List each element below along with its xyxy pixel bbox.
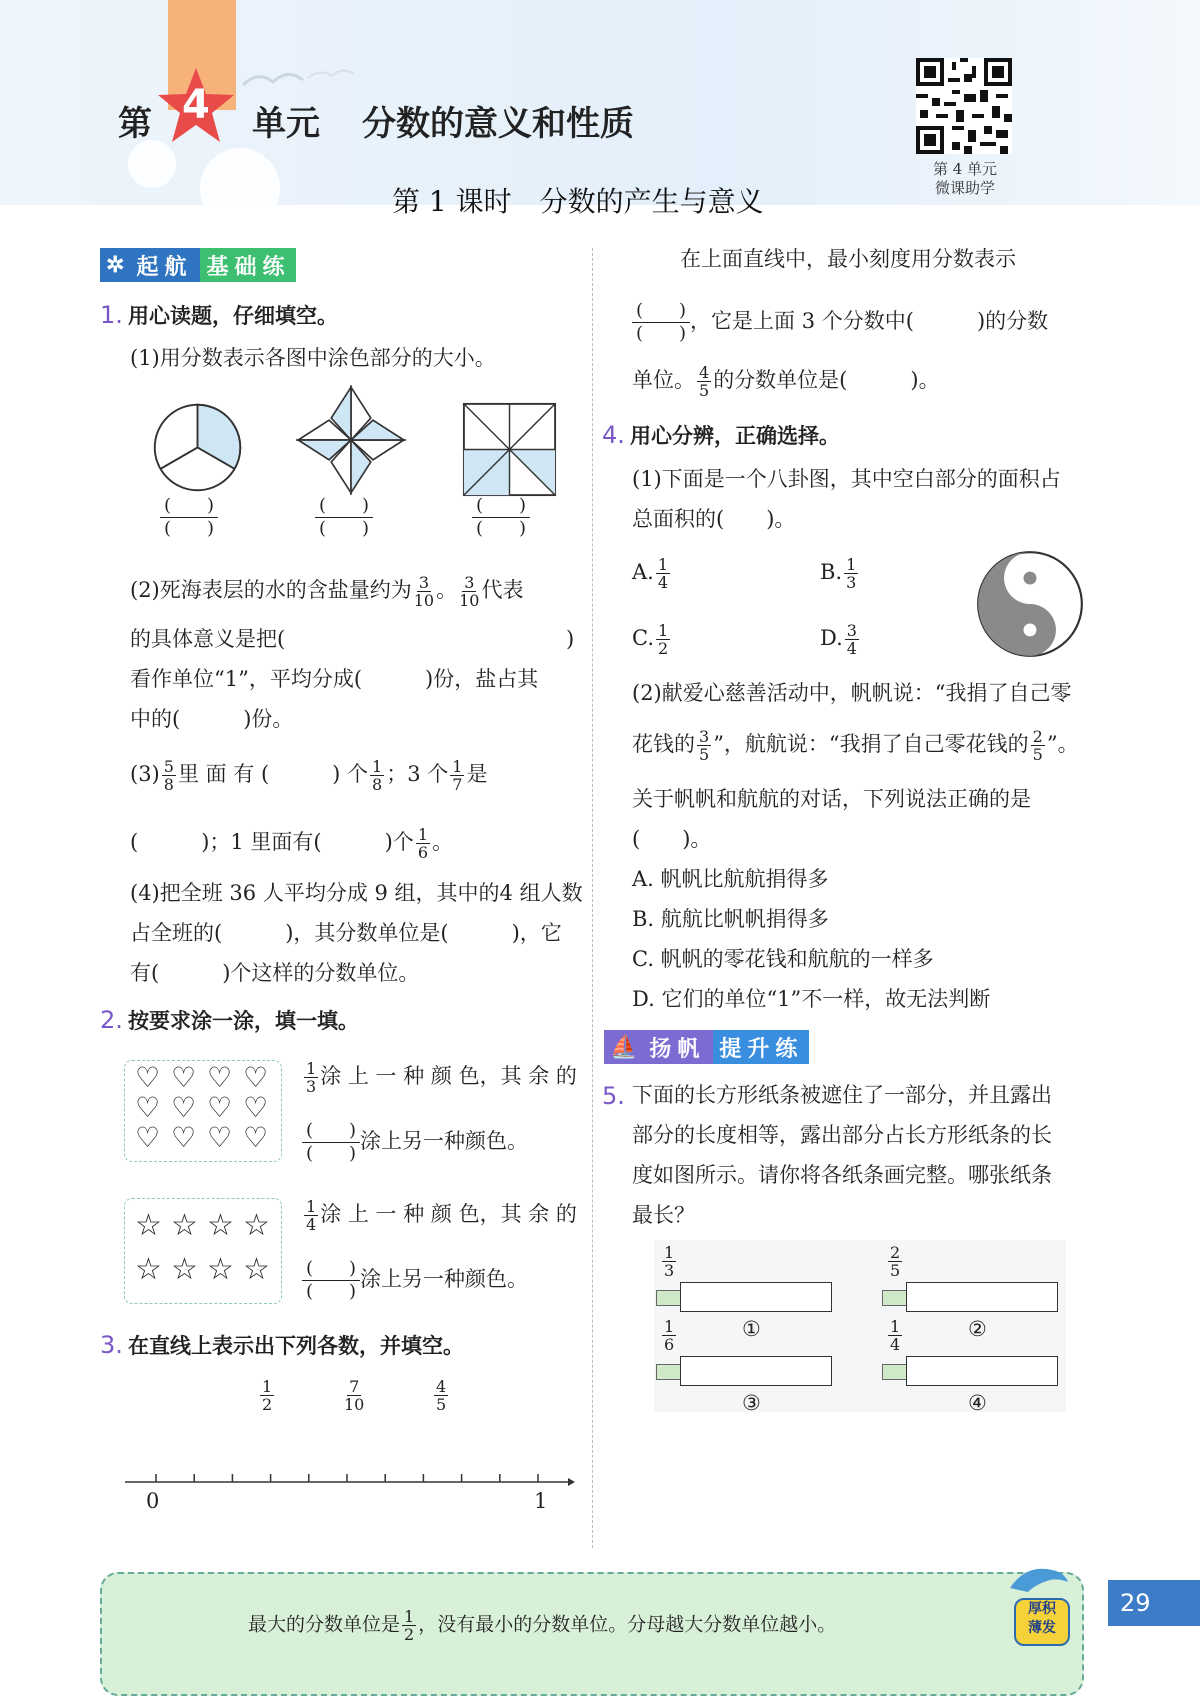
strip-exposed bbox=[656, 1364, 682, 1380]
heart-icon[interactable]: ♡ bbox=[171, 1091, 197, 1124]
answer-fraction[interactable]: ( ) ( ) bbox=[472, 495, 530, 540]
q2-hearts-line1: $\frac{1}{3}$ 涂 上 一 种 颜 色，其 余 的 bbox=[306, 1059, 577, 1096]
strip-cover[interactable] bbox=[680, 1356, 832, 1386]
question-head: 用心分辨，正确选择。 bbox=[630, 424, 840, 448]
heart-icon[interactable]: ♡ bbox=[171, 1121, 197, 1154]
q3-cont-line2: ( ) ( ) ，它是上面 3 个分数中( )的分数 bbox=[632, 300, 1048, 345]
fraction: $\frac{5}{8}$ bbox=[163, 757, 174, 794]
qr-caption-line1: 第 4 单元 bbox=[932, 160, 998, 178]
q4-part1-line1: (1)下面是一个八卦图，其中空白部分的面积占 bbox=[632, 467, 1061, 491]
pinwheel-figure bbox=[296, 385, 406, 495]
dolphin-icon bbox=[1006, 1560, 1072, 1596]
question-head: 按要求涂一涂，填一填。 bbox=[128, 1009, 359, 1033]
q4-option-b[interactable]: B. $\frac{1}{3}$ bbox=[820, 555, 857, 592]
q2-stars-line1: $\frac{1}{4}$ 涂 上 一 种 颜 色，其 余 的 bbox=[306, 1197, 577, 1234]
answer-fraction[interactable]: ( ) ( ) bbox=[302, 1120, 360, 1165]
q4-part1-line2: 总面积的( )。 bbox=[632, 507, 796, 531]
hearts-box[interactable] bbox=[124, 1060, 282, 1162]
fraction: $\frac{1}{7}$ bbox=[452, 757, 463, 794]
unit-title: 分数的意义和性质 bbox=[362, 104, 634, 144]
section-badge-a: 起航 bbox=[136, 253, 193, 280]
q1-heading bbox=[100, 300, 338, 330]
bracket-close: ) bbox=[566, 627, 575, 651]
strip-2-fraction: $\frac{2}{5}$ bbox=[890, 1243, 901, 1280]
choice-c[interactable]: C. 帆帆的零花钱和航航的一样多 bbox=[632, 947, 934, 971]
heart-icon[interactable]: ♡ bbox=[243, 1091, 269, 1124]
choice-a[interactable]: A. 帆帆比航航捐得多 bbox=[632, 867, 829, 891]
fraction: $\frac{4}{5}$ bbox=[699, 363, 710, 400]
question-number: 5. bbox=[602, 1082, 625, 1110]
decor-circle bbox=[200, 148, 280, 228]
answer-fraction[interactable]: ( ) ( ) bbox=[315, 495, 373, 540]
q3-heading bbox=[100, 1330, 464, 1360]
q4-part2-line4: ( )。 bbox=[632, 827, 712, 851]
q4-heading bbox=[602, 420, 840, 450]
fraction: $\frac{3}{10}$ bbox=[459, 573, 480, 610]
section-badge-advance bbox=[604, 1030, 809, 1064]
question-number: 4. bbox=[602, 421, 625, 449]
bird-icon bbox=[238, 60, 358, 100]
heart-icon[interactable]: ♡ bbox=[171, 1061, 197, 1094]
q3-frac-1: $\frac{1}{2}$ bbox=[262, 1377, 273, 1414]
q5-heading bbox=[602, 1082, 625, 1110]
q1-part1: (1)用分数表示各图中涂色部分的大小。 bbox=[130, 346, 496, 370]
unit-number: 4 bbox=[182, 82, 210, 128]
strip-label: ② bbox=[968, 1317, 987, 1341]
star-icon[interactable]: ☆ bbox=[243, 1252, 270, 1287]
section-badge-b: 基础练 bbox=[200, 248, 296, 282]
q4-part2-line3: 关于帆帆和航航的对话，下列说法正确的是 bbox=[632, 787, 1031, 811]
yin-yang-figure bbox=[976, 550, 1084, 658]
question-head: 在直线上表示出下列各数，并填空。 bbox=[128, 1334, 464, 1358]
q3-cont-line3: 单位。 $\frac{4}{5}$ 的分数单位是( )。 bbox=[632, 363, 940, 400]
number-line-zero: 0 bbox=[146, 1489, 160, 1513]
strip-label: ① bbox=[742, 1317, 761, 1341]
q1-part2-line3: 看作单位“1”，平均分成( )份，盐占其 bbox=[130, 667, 539, 691]
question-head: 用心读题，仔细填空。 bbox=[128, 304, 338, 328]
star-icon[interactable]: ☆ bbox=[135, 1208, 162, 1243]
q1-part2-line4: 中的( )份。 bbox=[130, 707, 294, 731]
sail-icon: ⛵ bbox=[610, 1034, 644, 1060]
q5-line4: 最长？ bbox=[632, 1203, 695, 1227]
heart-icon[interactable]: ♡ bbox=[135, 1121, 161, 1154]
section-badge-b: 提升练 bbox=[713, 1030, 809, 1064]
section-badge-basic bbox=[100, 248, 296, 282]
stars-box[interactable] bbox=[124, 1198, 282, 1304]
star-icon[interactable]: ☆ bbox=[243, 1208, 270, 1243]
fraction: $\frac{1}{3}$ bbox=[306, 1059, 317, 1096]
study-badge: 厚积 薄发 bbox=[1014, 1598, 1070, 1646]
tip-text: 最大的分数单位是 $\frac{1}{2}$ ，没有最小的分数单位。分母越大分数单位越小。 bbox=[248, 1607, 837, 1644]
fraction: $\frac{1}{6}$ bbox=[417, 825, 428, 862]
strip-exposed bbox=[882, 1364, 908, 1380]
column-divider bbox=[592, 248, 593, 1548]
helm-icon: ✲ bbox=[106, 252, 131, 278]
q1-part3-line1: (3) $\frac{5}{8}$ 里 面 有 ( ) 个 $\frac{1}{8}$ ；3 个 $\frac{1}{7}$ 是 bbox=[130, 757, 488, 794]
q1-part4-line2: 占全班的( )，其分数单位是( )，它 bbox=[130, 921, 562, 945]
q5-line1: 下面的长方形纸条被遮住了一部分，并且露出 bbox=[632, 1083, 1052, 1107]
lesson-title: 第 1 课时 分数的产生与意义 bbox=[392, 185, 764, 218]
q4-option-c[interactable]: C. $\frac{1}{2}$ bbox=[632, 621, 669, 658]
strip-1-fraction: $\frac{1}{3}$ bbox=[664, 1243, 675, 1280]
star-icon[interactable]: ☆ bbox=[171, 1208, 198, 1243]
square-figure bbox=[462, 402, 557, 497]
heart-icon[interactable]: ♡ bbox=[135, 1091, 161, 1124]
q2-stars-line2: ( ) ( ) 涂上另一种颜色。 bbox=[302, 1258, 528, 1303]
star-icon[interactable]: ☆ bbox=[135, 1252, 162, 1287]
strips-panel bbox=[654, 1240, 1066, 1412]
circle-figure bbox=[150, 400, 245, 495]
section-badge-a: 扬帆 bbox=[649, 1035, 706, 1062]
fraction: $\frac{3}{10}$ bbox=[413, 573, 435, 610]
strip-label: ③ bbox=[742, 1391, 761, 1415]
heart-icon[interactable]: ♡ bbox=[207, 1061, 233, 1094]
strip-exposed bbox=[882, 1290, 908, 1306]
unit-prefix: 第 bbox=[118, 104, 152, 144]
choice-d[interactable]: D. 它们的单位“1”不一样，故无法判断 bbox=[632, 987, 991, 1011]
q4-part2-line1: (2)献爱心慈善活动中，帆帆说：“我捐了自己零 bbox=[632, 681, 1072, 705]
q3-frac-2: $\frac{7}{10}$ bbox=[344, 1377, 365, 1414]
heart-icon[interactable]: ♡ bbox=[243, 1061, 269, 1094]
q3-cont-line1: 在上面直线中，最小刻度用分数表示 bbox=[680, 247, 1016, 271]
number-line[interactable] bbox=[120, 1460, 575, 1490]
qr-code-icon[interactable] bbox=[916, 58, 1012, 154]
q2-heading bbox=[100, 1005, 359, 1035]
unit-suffix: 单元 bbox=[252, 104, 320, 144]
strip-cover[interactable] bbox=[680, 1282, 832, 1312]
strip-3-fraction: $\frac{1}{6}$ bbox=[664, 1317, 675, 1354]
page-number: 29 bbox=[1108, 1580, 1200, 1626]
strip-cover[interactable] bbox=[906, 1282, 1058, 1312]
fraction: $\frac{1}{4}$ bbox=[306, 1197, 317, 1234]
q1-part2-line1: (2)死海表层的水的含盐量约为 $\frac{3}{10}$ 。 $\frac{3}{10}$ 代表 bbox=[130, 573, 524, 610]
qr-caption bbox=[920, 160, 1010, 198]
q3-frac-3: $\frac{4}{5}$ bbox=[436, 1377, 447, 1414]
question-number: 1. bbox=[100, 301, 123, 329]
heart-icon[interactable]: ♡ bbox=[243, 1121, 269, 1154]
question-number: 2. bbox=[100, 1006, 123, 1034]
strip-cover[interactable] bbox=[906, 1356, 1058, 1386]
star-icon[interactable]: ☆ bbox=[207, 1252, 234, 1287]
q1-part4-line1: (4)把全班 36 人平均分成 9 组，其中的4 组人数 bbox=[130, 881, 583, 905]
heart-icon[interactable]: ♡ bbox=[207, 1121, 233, 1154]
q4-part2-line2: 花钱的 $\frac{3}{5}$ ”，航航说：“我捐了自己零花钱的 $\frac{2}{5}$ ”。 bbox=[632, 727, 1079, 764]
answer-fraction[interactable]: ( ) ( ) bbox=[632, 300, 690, 345]
q4-option-d[interactable]: D. $\frac{3}{4}$ bbox=[820, 621, 857, 658]
strip-exposed bbox=[656, 1290, 682, 1306]
star-icon[interactable]: ☆ bbox=[171, 1252, 198, 1287]
answer-fraction[interactable]: ( ) ( ) bbox=[160, 495, 218, 540]
q5-line3: 度如图所示。请你将各纸条画完整。哪张纸条 bbox=[632, 1163, 1052, 1187]
question-number: 3. bbox=[100, 1331, 123, 1359]
q2-hearts-line2: ( ) ( ) 涂上另一种颜色。 bbox=[302, 1120, 528, 1165]
q1-part4-line3: 有( )个这样的分数单位。 bbox=[130, 961, 420, 985]
number-line-one: 1 bbox=[534, 1489, 548, 1513]
answer-fraction[interactable]: ( ) ( ) bbox=[302, 1258, 360, 1303]
strip-label: ④ bbox=[968, 1391, 987, 1415]
star-icon[interactable]: ☆ bbox=[207, 1208, 234, 1243]
choice-b[interactable]: B. 航航比帆帆捐得多 bbox=[632, 907, 829, 931]
q4-option-a[interactable]: A. $\frac{1}{4}$ bbox=[632, 555, 669, 592]
qr-caption-line2: 微课助学 bbox=[934, 179, 995, 197]
q5-line2: 部分的长度相等，露出部分占长方形纸条的长 bbox=[632, 1123, 1052, 1147]
q1-part2-line2: 的具体意义是把( bbox=[130, 627, 286, 651]
heart-icon[interactable]: ♡ bbox=[135, 1061, 161, 1094]
heart-icon[interactable]: ♡ bbox=[207, 1091, 233, 1124]
fraction: $\frac{1}{8}$ bbox=[372, 757, 383, 794]
q1-part3-line2: ( )；1 里面有( )个 $\frac{1}{6}$ 。 bbox=[130, 825, 453, 862]
strip-4-fraction: $\frac{1}{4}$ bbox=[890, 1317, 901, 1354]
